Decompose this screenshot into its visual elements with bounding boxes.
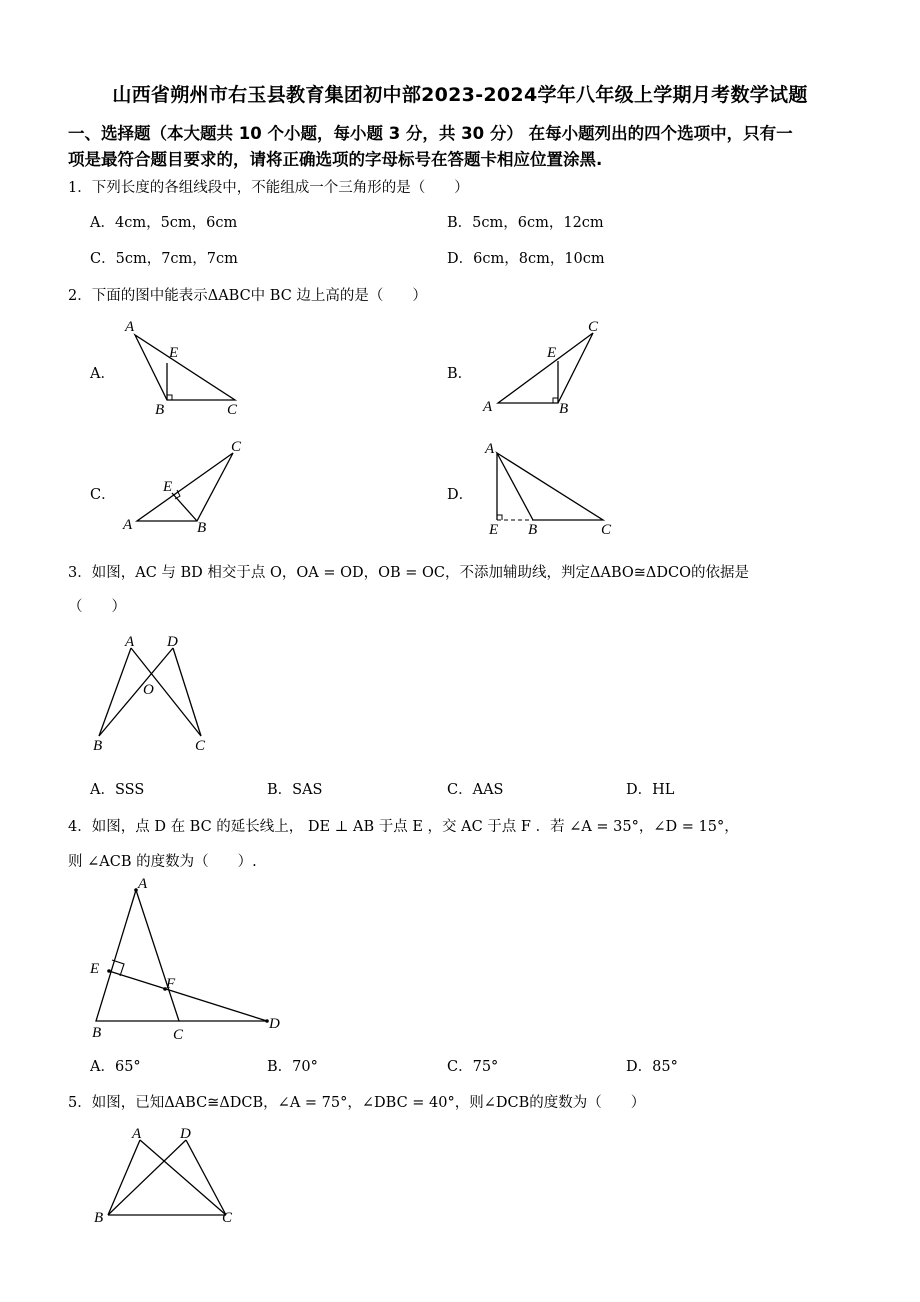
q3-option-b: B．SAS [267, 782, 323, 798]
q2-option-c: C． [90, 487, 116, 503]
q3-line-dc [173, 648, 201, 736]
q5-line-dc [186, 1140, 226, 1215]
q5-label-d: D [180, 1126, 191, 1142]
q5-figure [88, 1120, 248, 1235]
q5-label-a: A [132, 1126, 142, 1142]
q2d-label-b: B [528, 522, 538, 538]
q2b-label-e: E [547, 345, 557, 361]
q1-option-c: C．5cm，7cm，7cm [90, 251, 238, 267]
q4-label-c: C [173, 1027, 184, 1043]
q4-option-c: C．75° [447, 1059, 499, 1075]
q2a-label-c: C [227, 402, 238, 418]
q2a-label-a: A [125, 319, 135, 335]
q2-option-a: A． [90, 366, 115, 382]
q2a-right-angle [167, 395, 172, 400]
q4-line-de [109, 971, 267, 1021]
q4-option-b: B．70° [267, 1059, 318, 1075]
q2c-label-b: B [197, 520, 207, 536]
q2-figure-d [473, 435, 623, 540]
section-heading-line2: 项是最符合题目要求的，请将正确选项的字母标号在答题卡相应位置涂黑. [68, 150, 603, 169]
q2b-triangle [498, 333, 593, 403]
q3-line-db [99, 648, 173, 736]
q1-option-a: A．4cm，5cm，6cm [90, 215, 238, 231]
q2d-label-e: E [489, 522, 499, 538]
q2-figure-a [115, 315, 250, 420]
page-title: 山西省朔州市右玉县教育集团初中部2023-2024学年八年级上学期月考数学试题 [112, 84, 808, 106]
q4-label-e: E [90, 961, 100, 977]
q2c-label-a: A [123, 517, 133, 533]
q4-figure [80, 870, 285, 1045]
q2a-label-e: E [169, 345, 179, 361]
q3-label-d: D [167, 634, 178, 650]
q2-figure-b [473, 315, 618, 420]
q2d-label-c: C [601, 522, 612, 538]
q2b-right-angle [553, 398, 558, 403]
q2b-label-a: A [483, 399, 493, 415]
q3-stem: 3．如图，AC 与 BD 相交于点 O，OA = OD，OB = OC，不添加辅助线，判定ΔABO≅ΔDCO的依据是 [68, 565, 750, 581]
q3-option-c: C．AAS [447, 782, 504, 798]
q4-stem: 4．如图，点 D 在 BC 的延长线上， DE ⊥ AB 于点 E ，交 AC 于点 F ．若 ∠A = 35°，∠D = 15°， [68, 819, 739, 835]
q5-label-b: B [94, 1210, 104, 1226]
q5-line-ab [108, 1140, 140, 1215]
q4-label-f: F [166, 976, 176, 992]
q3-label-b: B [93, 738, 103, 753]
q2-stem: 2．下面的图中能表示ΔABC中 BC 边上高的是（ ） [68, 288, 427, 304]
q4-label-b: B [92, 1025, 102, 1041]
q2c-height [172, 493, 197, 521]
q3-label-a: A [125, 634, 135, 650]
q2c-label-e: E [163, 479, 173, 495]
q4-option-a: A．65° [90, 1059, 141, 1075]
section-heading-line1: 一、选择题（本大题共 10 个小题，每小题 3 分，共 30 分） 在每小题列出的四个选项中，只有一 [68, 124, 793, 143]
q2-option-b: B． [447, 366, 473, 382]
q5-label-c: C [222, 1210, 233, 1226]
q5-line-ac [140, 1140, 226, 1215]
q3-line-ac [131, 648, 201, 736]
q3-label-o: O [143, 682, 154, 698]
q4-label-a: A [138, 876, 148, 892]
q2c-triangle [137, 453, 233, 521]
q2b-label-b: B [559, 401, 569, 417]
q3-stem-bracket: （ ） [68, 599, 126, 615]
q3-figure [85, 628, 220, 753]
q2d-label-a: A [485, 441, 495, 457]
q3-option-d: D．HL [626, 782, 675, 798]
q2c-label-c: C [231, 439, 242, 455]
q2b-label-c: C [588, 319, 599, 335]
q1-option-d: D．6cm，8cm，10cm [447, 251, 605, 267]
q3-option-a: A．SSS [90, 782, 145, 798]
q4-option-d: D．85° [626, 1059, 678, 1075]
q2a-label-b: B [155, 402, 165, 418]
q5-line-db [108, 1140, 186, 1215]
q1-stem: 1．下列长度的各组线段中，不能组成一个三角形的是（ ） [68, 180, 469, 196]
q2a-triangle [135, 335, 235, 400]
q2-option-d: D． [447, 487, 474, 503]
q2d-right-angle [497, 515, 502, 520]
q4-triangle-abc [96, 890, 179, 1021]
q2-figure-c [115, 435, 255, 540]
q5-stem: 5．如图，已知ΔABC≅ΔDCB，∠A = 75°，∠DBC = 40°，则∠DCB的度数为（ ） [68, 1095, 646, 1111]
q1-option-b: B．5cm，6cm，12cm [447, 215, 604, 231]
q4-stem-line2: 则 ∠ACB 的度数为（ ）. [68, 854, 257, 870]
q3-label-c: C [195, 738, 206, 753]
q4-point-e [107, 969, 111, 973]
q2d-triangle [497, 453, 603, 520]
q3-line-ab [99, 648, 131, 736]
q4-label-d: D [269, 1016, 280, 1032]
